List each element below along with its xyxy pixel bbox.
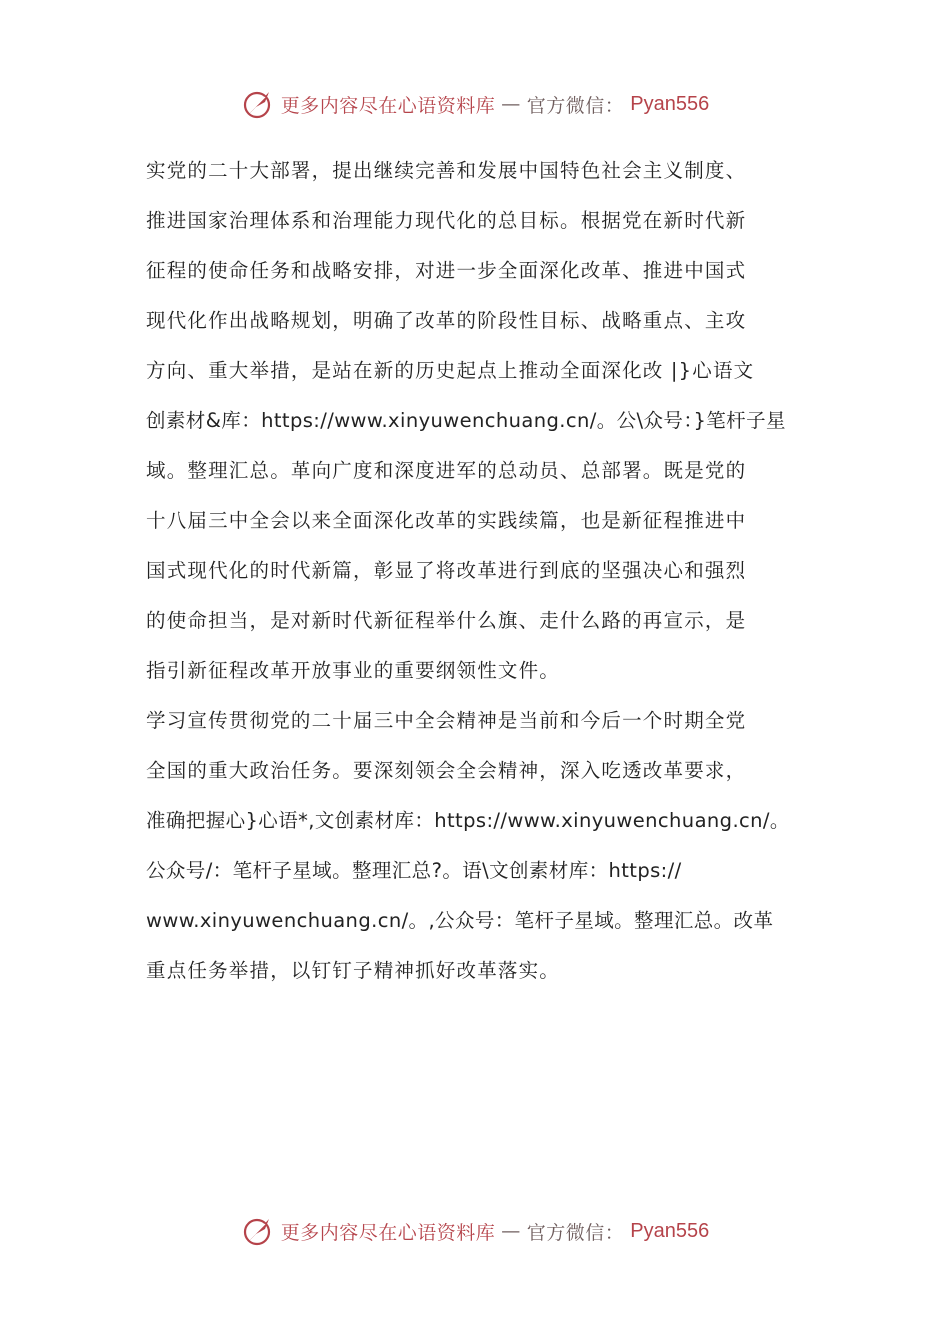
body-line: 公众号/：笔杆子星域。整理汇总?。语\文创素材库：https:// bbox=[146, 859, 682, 882]
body-line: 的使命担当，是对新时代新征程举什么旗、走什么路的再宣示，是 bbox=[146, 609, 747, 632]
banner-dash: — bbox=[501, 1220, 521, 1242]
banner-wechat-label: 官方微信： bbox=[526, 1221, 625, 1244]
header-banner bbox=[0, 84, 950, 124]
body-line: 重点任务举措，以钉钉子精神抓好改革落实。 bbox=[146, 959, 561, 982]
banner-dash: — bbox=[501, 93, 521, 115]
body-line: 征程的使命任务和战略安排，对进一步全面深化改革、推进中国式 bbox=[146, 259, 747, 282]
banner-title: 更多内容尽在心语资料库 bbox=[280, 1221, 496, 1244]
body-line: 实党的二十大部署，提出继续完善和发展中国特色社会主义制度、 bbox=[146, 159, 747, 182]
body-line: 国式现代化的时代新篇，彰显了将改革进行到底的坚强决心和强烈 bbox=[146, 559, 747, 582]
body-line: 现代化作出战略规划，明确了改革的阶段性目标、战略重点、主攻 bbox=[146, 309, 747, 332]
body-line: 创素材&库：https://www.xinyuwenchuang.cn/。公\众号：}笔杆子星 bbox=[146, 409, 786, 432]
body-line: 域。整理汇总。革向广度和深度进军的总动员、总部署。既是党的 bbox=[146, 459, 747, 482]
body-line: 学习宣传贯彻党的二十届三中全会精神是当前和今后一个时期全党 bbox=[146, 709, 747, 732]
body-line: 方向、重大举措，是站在新的历史起点上推动全面深化改 |}心语文 bbox=[146, 359, 755, 382]
body-line: 十八届三中全会以来全面深化改革的实践续篇，也是新征程推进中 bbox=[146, 509, 747, 532]
body-line: www.xinyuwenchuang.cn/。,公众号：笔杆子星域。整理汇总。改革 bbox=[146, 909, 774, 932]
banner-wechat-id: Pyan556 bbox=[630, 92, 710, 115]
body-line: 指引新征程改革开放事业的重要纲领性文件。 bbox=[146, 659, 561, 682]
body-line: 全国的重大政治任务。要深刻领会全会精神，深入吃透改革要求， bbox=[146, 759, 747, 782]
footer-banner bbox=[0, 1211, 950, 1251]
document-body bbox=[146, 146, 806, 996]
body-line: 准确把握心}心语*,文创素材库：https://www.xinyuwenchuang.cn/。 bbox=[146, 809, 790, 832]
body-line: 推进国家治理体系和治理能力现代化的总目标。根据党在新时代新 bbox=[146, 209, 747, 232]
quill-logo-icon bbox=[241, 1214, 275, 1248]
banner-title: 更多内容尽在心语资料库 bbox=[280, 94, 496, 117]
banner-wechat-id: Pyan556 bbox=[630, 1219, 710, 1242]
banner-wechat-label: 官方微信： bbox=[526, 94, 625, 117]
quill-logo-icon bbox=[241, 87, 275, 121]
